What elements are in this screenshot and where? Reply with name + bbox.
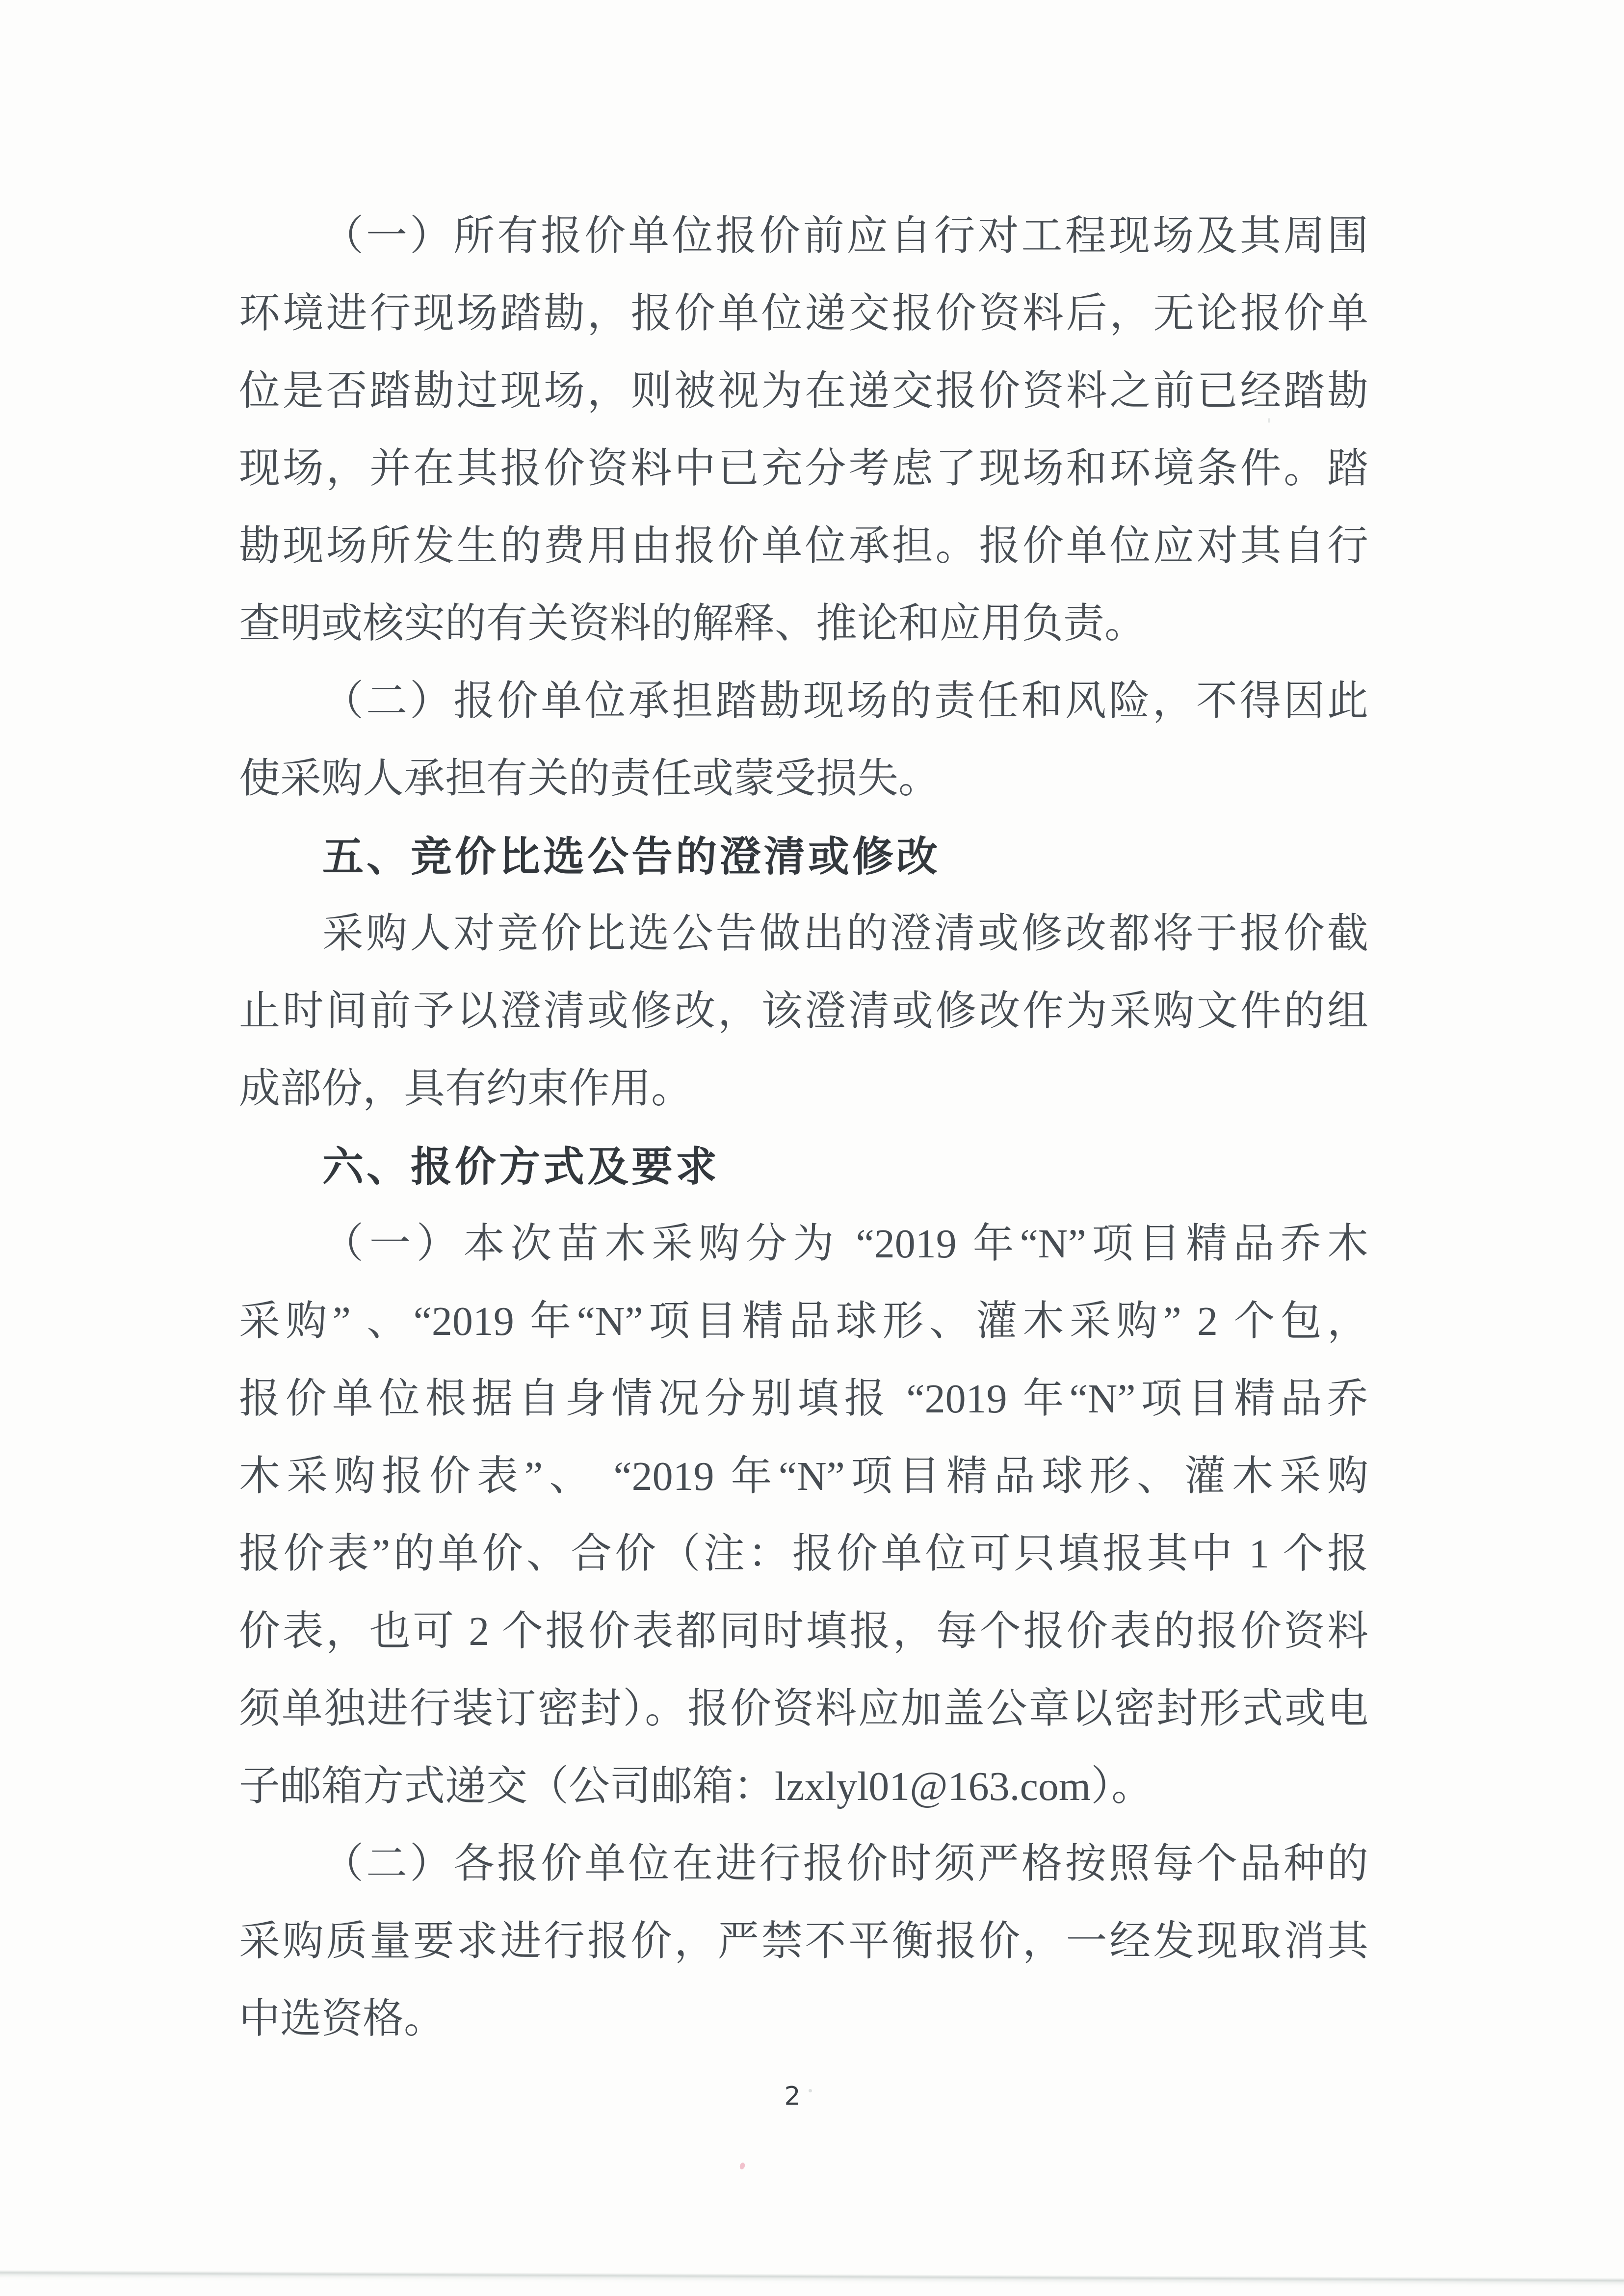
text-line: 使采购人承担有关的责任或蒙受损失。 [239,756,940,802]
text-line: 采购人对竞价比选公告做出的澄清或修改都将于报价截 [322,911,1368,957]
text-line: （一）所有报价单位报价前应自行对工程现场及其周围 [322,213,1368,259]
document-body [239,198,1368,2058]
text-line: 位是否踏勘过现场，则被视为在递交报价资料之前已经踏勘 [239,368,1368,414]
scan-speck-gray [1268,418,1270,423]
section-heading: 五、竞价比选公告的澄清或修改 [322,833,941,881]
text-line: 采购” 、“2019 年“N”项目精品球形、灌木采购” 2 个包， [239,1299,1368,1344]
text-line: 止时间前予以澄清或修改，该澄清或修改作为采购文件的组 [239,989,1368,1034]
text-line: 子邮箱方式递交（公司邮箱：lzxlyl01@163.com）。 [239,1764,1153,1809]
text-line: 环境进行现场踏勘，报价单位递交报价资料后，无论报价单 [239,291,1368,337]
text-line: （二）报价单位承担踏勘现场的责任和风险，不得因此 [322,678,1368,724]
text-line: 中选资格。 [239,1996,445,2042]
text-line: 勘现场所发生的费用由报价单位承担。报价单位应对其自行 [239,523,1368,569]
scanner-edge-artifact [0,2266,1624,2288]
scan-speck-pink [739,2162,746,2170]
text-line: 成部份，具有约束作用。 [239,1066,693,1112]
text-line: 价表，也可 2 个报价表都同时填报，每个报价表的报价资料 [239,1609,1368,1654]
text-line: （二）各报价单位在进行报价时须严格按照每个品种的 [322,1841,1368,1887]
text-line: 须单独进行装订密封）。报价资料应加盖公章以密封形式或电 [239,1686,1368,1732]
text-line: （一）本次苗木采购分为 “2019 年“N”项目精品乔木 [322,1221,1368,1267]
text-line: 现场，并在其报价资料中已充分考虑了现场和环境条件。踏 [239,446,1368,492]
text-line: 报价表”的单价、合价（注：报价单位可只填报其中 1 个报 [239,1531,1368,1577]
section-heading: 六、报价方式及要求 [322,1143,720,1191]
page-number: 2 [784,2082,801,2111]
text-line: 查明或核实的有关资料的解释、推论和应用负责。 [239,601,1146,647]
text-line: 木采购报价表”、 “2019 年“N”项目精品球形、灌木采购 [239,1454,1368,1499]
scan-speck-gray [809,2089,812,2092]
text-line: 采购质量要求进行报价，严禁不平衡报价，一经发现取消其 [239,1919,1368,1964]
text-line: 报价单位根据自身情况分别填报 “2019 年“N”项目精品乔 [239,1376,1368,1422]
